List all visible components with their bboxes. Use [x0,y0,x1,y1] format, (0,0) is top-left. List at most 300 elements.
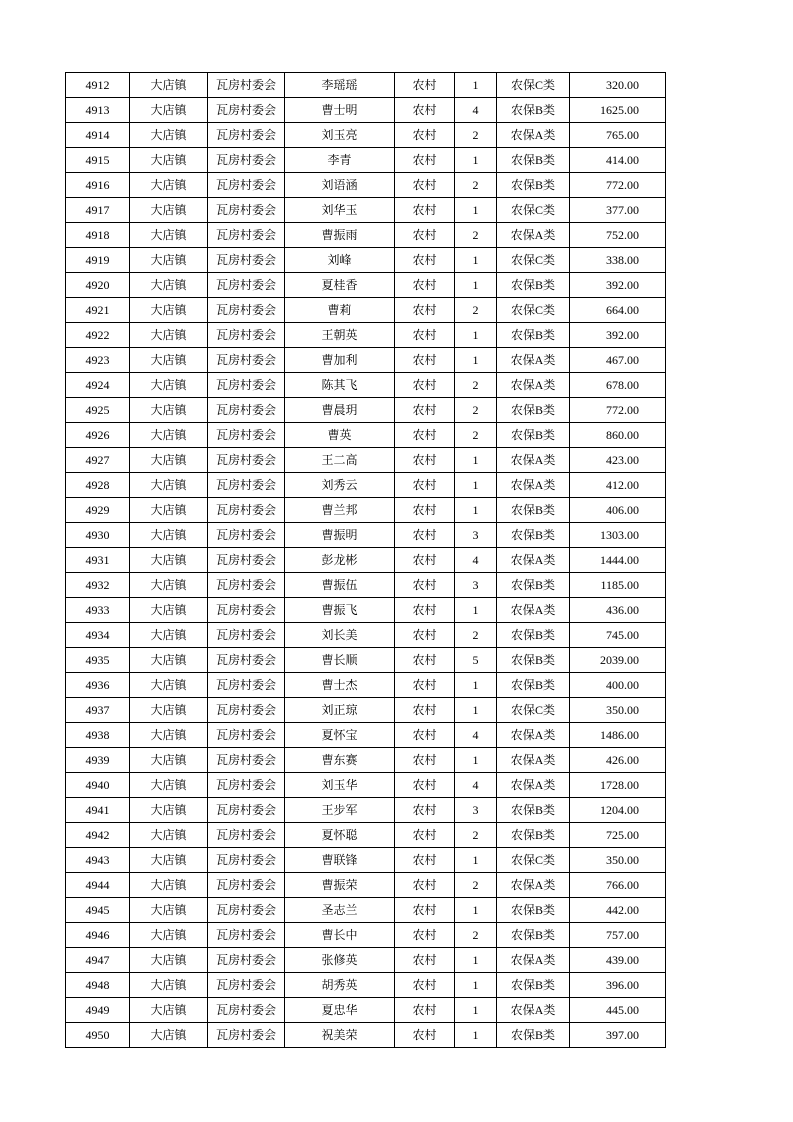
town-cell: 大店镇 [130,873,208,898]
amount-cell: 397.00 [570,1023,666,1048]
insurance-category-cell: 农保A类 [497,748,570,773]
insurance-category-cell: 农保B类 [497,398,570,423]
town-cell: 大店镇 [130,248,208,273]
insurance-category-cell: 农保C类 [497,698,570,723]
insurance-category-cell: 农保A类 [497,998,570,1023]
village-committee-cell: 瓦房村委会 [208,1023,285,1048]
amount-cell: 350.00 [570,848,666,873]
person-name-cell: 刘秀云 [285,473,395,498]
table-row [66,1023,666,1048]
serial-number-cell: 4930 [66,523,130,548]
amount-cell: 664.00 [570,298,666,323]
person-count-cell: 1 [455,323,497,348]
table-row [66,273,666,298]
person-count-cell: 1 [455,273,497,298]
person-name-cell: 彭龙彬 [285,548,395,573]
serial-number-cell: 4923 [66,348,130,373]
table-row [66,598,666,623]
town-cell: 大店镇 [130,73,208,98]
insurance-category-cell: 农保B类 [497,273,570,298]
town-cell: 大店镇 [130,848,208,873]
town-cell: 大店镇 [130,898,208,923]
person-name-cell: 王朝英 [285,323,395,348]
residence-type-cell: 农村 [395,173,455,198]
village-committee-cell: 瓦房村委会 [208,948,285,973]
amount-cell: 678.00 [570,373,666,398]
residence-type-cell: 农村 [395,673,455,698]
amount-cell: 766.00 [570,873,666,898]
insurance-category-cell: 农保B类 [497,673,570,698]
village-committee-cell: 瓦房村委会 [208,148,285,173]
serial-number-cell: 4915 [66,148,130,173]
serial-number-cell: 4926 [66,423,130,448]
amount-cell: 1625.00 [570,98,666,123]
residence-type-cell: 农村 [395,948,455,973]
table-row [66,223,666,248]
amount-cell: 725.00 [570,823,666,848]
person-count-cell: 4 [455,548,497,573]
residence-type-cell: 农村 [395,448,455,473]
residence-type-cell: 农村 [395,698,455,723]
person-count-cell: 1 [455,948,497,973]
person-count-cell: 1 [455,248,497,273]
insurance-category-cell: 农保A类 [497,773,570,798]
table-row [66,998,666,1023]
table-row [66,873,666,898]
insurance-category-cell: 农保C类 [497,198,570,223]
residence-type-cell: 农村 [395,848,455,873]
amount-cell: 1444.00 [570,548,666,573]
village-committee-cell: 瓦房村委会 [208,748,285,773]
person-count-cell: 2 [455,923,497,948]
table-row [66,173,666,198]
serial-number-cell: 4944 [66,873,130,898]
amount-cell: 1303.00 [570,523,666,548]
town-cell: 大店镇 [130,98,208,123]
person-name-cell: 刘玉华 [285,773,395,798]
residence-type-cell: 农村 [395,348,455,373]
person-name-cell: 曹士杰 [285,673,395,698]
table-row [66,623,666,648]
table-row [66,648,666,673]
table-row [66,323,666,348]
serial-number-cell: 4928 [66,473,130,498]
serial-number-cell: 4925 [66,398,130,423]
residence-type-cell: 农村 [395,973,455,998]
town-cell: 大店镇 [130,798,208,823]
person-count-cell: 4 [455,723,497,748]
table-row [66,198,666,223]
town-cell: 大店镇 [130,673,208,698]
village-committee-cell: 瓦房村委会 [208,398,285,423]
person-name-cell: 曹振雨 [285,223,395,248]
person-count-cell: 5 [455,648,497,673]
serial-number-cell: 4917 [66,198,130,223]
amount-cell: 757.00 [570,923,666,948]
village-committee-cell: 瓦房村委会 [208,623,285,648]
table-row [66,948,666,973]
insurance-category-cell: 农保B类 [497,423,570,448]
person-name-cell: 曹长顺 [285,648,395,673]
serial-number-cell: 4933 [66,598,130,623]
town-cell: 大店镇 [130,323,208,348]
town-cell: 大店镇 [130,573,208,598]
table-row [66,923,666,948]
amount-cell: 396.00 [570,973,666,998]
residence-type-cell: 农村 [395,123,455,148]
person-count-cell: 1 [455,473,497,498]
insurance-category-cell: 农保B类 [497,923,570,948]
person-count-cell: 1 [455,498,497,523]
insurance-category-cell: 农保C类 [497,848,570,873]
serial-number-cell: 4940 [66,773,130,798]
town-cell: 大店镇 [130,498,208,523]
person-count-cell: 4 [455,773,497,798]
amount-cell: 392.00 [570,323,666,348]
person-name-cell: 曹晨玥 [285,398,395,423]
person-name-cell: 刘峰 [285,248,395,273]
insurance-category-cell: 农保B类 [497,498,570,523]
serial-number-cell: 4946 [66,923,130,948]
person-name-cell: 刘正琼 [285,698,395,723]
village-committee-cell: 瓦房村委会 [208,898,285,923]
residence-type-cell: 农村 [395,548,455,573]
serial-number-cell: 4948 [66,973,130,998]
table-row [66,448,666,473]
person-name-cell: 曹士明 [285,98,395,123]
person-count-cell: 1 [455,348,497,373]
amount-cell: 423.00 [570,448,666,473]
town-cell: 大店镇 [130,773,208,798]
residence-type-cell: 农村 [395,323,455,348]
serial-number-cell: 4919 [66,248,130,273]
amount-cell: 745.00 [570,623,666,648]
town-cell: 大店镇 [130,723,208,748]
person-count-cell: 2 [455,823,497,848]
person-name-cell: 夏桂香 [285,273,395,298]
table-row [66,423,666,448]
village-committee-cell: 瓦房村委会 [208,98,285,123]
insurance-category-cell: 农保B类 [497,898,570,923]
serial-number-cell: 4931 [66,548,130,573]
amount-cell: 860.00 [570,423,666,448]
village-committee-cell: 瓦房村委会 [208,123,285,148]
person-name-cell: 曹莉 [285,298,395,323]
person-count-cell: 3 [455,798,497,823]
insurance-category-cell: 农保B类 [497,523,570,548]
serial-number-cell: 4922 [66,323,130,348]
person-count-cell: 1 [455,598,497,623]
person-name-cell: 刘语涵 [285,173,395,198]
table-row [66,98,666,123]
village-committee-cell: 瓦房村委会 [208,723,285,748]
insurance-category-cell: 农保C类 [497,73,570,98]
records-table-body [66,73,666,1048]
amount-cell: 436.00 [570,598,666,623]
table-row [66,348,666,373]
town-cell: 大店镇 [130,148,208,173]
village-committee-cell: 瓦房村委会 [208,248,285,273]
village-committee-cell: 瓦房村委会 [208,298,285,323]
person-count-cell: 2 [455,873,497,898]
person-name-cell: 曹振明 [285,523,395,548]
village-committee-cell: 瓦房村委会 [208,923,285,948]
town-cell: 大店镇 [130,373,208,398]
residence-type-cell: 农村 [395,898,455,923]
insurance-category-cell: 农保C类 [497,298,570,323]
person-name-cell: 祝美荣 [285,1023,395,1048]
town-cell: 大店镇 [130,648,208,673]
amount-cell: 1204.00 [570,798,666,823]
village-committee-cell: 瓦房村委会 [208,523,285,548]
table-row [66,723,666,748]
amount-cell: 1728.00 [570,773,666,798]
residence-type-cell: 农村 [395,298,455,323]
serial-number-cell: 4916 [66,173,130,198]
insurance-category-cell: 农保B类 [497,1023,570,1048]
amount-cell: 467.00 [570,348,666,373]
person-name-cell: 胡秀英 [285,973,395,998]
person-count-cell: 2 [455,223,497,248]
residence-type-cell: 农村 [395,873,455,898]
table-row [66,748,666,773]
town-cell: 大店镇 [130,223,208,248]
person-count-cell: 1 [455,748,497,773]
insurance-category-cell: 农保A类 [497,548,570,573]
person-name-cell: 曹振荣 [285,873,395,898]
person-name-cell: 曹长中 [285,923,395,948]
residence-type-cell: 农村 [395,773,455,798]
village-committee-cell: 瓦房村委会 [208,598,285,623]
serial-number-cell: 4942 [66,823,130,848]
table-row [66,698,666,723]
village-committee-cell: 瓦房村委会 [208,473,285,498]
insurance-category-cell: 农保B类 [497,798,570,823]
insurance-category-cell: 农保A类 [497,948,570,973]
person-count-cell: 2 [455,373,497,398]
insurance-category-cell: 农保A类 [497,473,570,498]
town-cell: 大店镇 [130,198,208,223]
table-row [66,123,666,148]
village-committee-cell: 瓦房村委会 [208,648,285,673]
amount-cell: 320.00 [570,73,666,98]
person-count-cell: 1 [455,848,497,873]
table-row [66,248,666,273]
person-name-cell: 曹东赛 [285,748,395,773]
table-row [66,798,666,823]
amount-cell: 752.00 [570,223,666,248]
residence-type-cell: 农村 [395,523,455,548]
person-count-cell: 1 [455,73,497,98]
person-count-cell: 1 [455,198,497,223]
town-cell: 大店镇 [130,548,208,573]
residence-type-cell: 农村 [395,498,455,523]
residence-type-cell: 农村 [395,223,455,248]
person-name-cell: 刘华玉 [285,198,395,223]
residence-type-cell: 农村 [395,398,455,423]
person-count-cell: 1 [455,973,497,998]
residence-type-cell: 农村 [395,248,455,273]
amount-cell: 772.00 [570,173,666,198]
person-count-cell: 2 [455,123,497,148]
insurance-category-cell: 农保A类 [497,373,570,398]
town-cell: 大店镇 [130,948,208,973]
town-cell: 大店镇 [130,973,208,998]
person-name-cell: 曹振飞 [285,598,395,623]
insurance-category-cell: 农保B类 [497,573,570,598]
insurance-category-cell: 农保A类 [497,123,570,148]
amount-cell: 426.00 [570,748,666,773]
town-cell: 大店镇 [130,823,208,848]
village-committee-cell: 瓦房村委会 [208,498,285,523]
residence-type-cell: 农村 [395,273,455,298]
table-row [66,473,666,498]
village-committee-cell: 瓦房村委会 [208,698,285,723]
amount-cell: 400.00 [570,673,666,698]
residence-type-cell: 农村 [395,198,455,223]
residence-type-cell: 农村 [395,823,455,848]
residence-type-cell: 农村 [395,573,455,598]
amount-cell: 442.00 [570,898,666,923]
serial-number-cell: 4918 [66,223,130,248]
residence-type-cell: 农村 [395,748,455,773]
amount-cell: 1486.00 [570,723,666,748]
person-name-cell: 曹振伍 [285,573,395,598]
serial-number-cell: 4950 [66,1023,130,1048]
serial-number-cell: 4912 [66,73,130,98]
person-count-cell: 3 [455,573,497,598]
amount-cell: 338.00 [570,248,666,273]
person-count-cell: 3 [455,523,497,548]
person-name-cell: 陈其飞 [285,373,395,398]
residence-type-cell: 农村 [395,373,455,398]
person-count-cell: 1 [455,698,497,723]
person-count-cell: 2 [455,173,497,198]
town-cell: 大店镇 [130,448,208,473]
person-count-cell: 1 [455,448,497,473]
person-name-cell: 李瑶瑶 [285,73,395,98]
town-cell: 大店镇 [130,398,208,423]
village-committee-cell: 瓦房村委会 [208,448,285,473]
serial-number-cell: 4913 [66,98,130,123]
person-name-cell: 曹英 [285,423,395,448]
serial-number-cell: 4914 [66,123,130,148]
town-cell: 大店镇 [130,1023,208,1048]
serial-number-cell: 4932 [66,573,130,598]
village-committee-cell: 瓦房村委会 [208,323,285,348]
insurance-category-cell: 农保B类 [497,648,570,673]
person-count-cell: 1 [455,673,497,698]
amount-cell: 392.00 [570,273,666,298]
person-count-cell: 1 [455,1023,497,1048]
town-cell: 大店镇 [130,698,208,723]
table-row [66,548,666,573]
serial-number-cell: 4943 [66,848,130,873]
table-row [66,398,666,423]
insurance-category-cell: 农保B类 [497,148,570,173]
insurance-category-cell: 农保A类 [497,348,570,373]
village-committee-cell: 瓦房村委会 [208,773,285,798]
serial-number-cell: 4938 [66,723,130,748]
amount-cell: 772.00 [570,398,666,423]
table-row [66,73,666,98]
village-committee-cell: 瓦房村委会 [208,198,285,223]
serial-number-cell: 4949 [66,998,130,1023]
town-cell: 大店镇 [130,348,208,373]
table-row [66,523,666,548]
serial-number-cell: 4924 [66,373,130,398]
serial-number-cell: 4947 [66,948,130,973]
person-count-cell: 2 [455,423,497,448]
table-row [66,973,666,998]
residence-type-cell: 农村 [395,1023,455,1048]
town-cell: 大店镇 [130,123,208,148]
village-committee-cell: 瓦房村委会 [208,673,285,698]
person-count-cell: 1 [455,148,497,173]
amount-cell: 414.00 [570,148,666,173]
insurance-category-cell: 农保A类 [497,723,570,748]
table-row [66,573,666,598]
village-committee-cell: 瓦房村委会 [208,823,285,848]
table-row [66,673,666,698]
person-name-cell: 夏忠华 [285,998,395,1023]
town-cell: 大店镇 [130,273,208,298]
table-row [66,823,666,848]
residence-type-cell: 农村 [395,623,455,648]
insurance-category-cell: 农保B类 [497,823,570,848]
town-cell: 大店镇 [130,598,208,623]
village-committee-cell: 瓦房村委会 [208,873,285,898]
insurance-category-cell: 农保A类 [497,223,570,248]
serial-number-cell: 4920 [66,273,130,298]
table-row [66,373,666,398]
serial-number-cell: 4936 [66,673,130,698]
amount-cell: 412.00 [570,473,666,498]
serial-number-cell: 4934 [66,623,130,648]
person-name-cell: 圣志兰 [285,898,395,923]
residence-type-cell: 农村 [395,98,455,123]
village-committee-cell: 瓦房村委会 [208,848,285,873]
residence-type-cell: 农村 [395,723,455,748]
person-name-cell: 李青 [285,148,395,173]
person-name-cell: 夏怀宝 [285,723,395,748]
residence-type-cell: 农村 [395,73,455,98]
person-name-cell: 刘玉亮 [285,123,395,148]
serial-number-cell: 4939 [66,748,130,773]
residence-type-cell: 农村 [395,648,455,673]
insurance-category-cell: 农保A类 [497,598,570,623]
town-cell: 大店镇 [130,473,208,498]
insurance-category-cell: 农保B类 [497,98,570,123]
village-committee-cell: 瓦房村委会 [208,348,285,373]
amount-cell: 1185.00 [570,573,666,598]
insurance-category-cell: 农保B类 [497,173,570,198]
village-committee-cell: 瓦房村委会 [208,423,285,448]
village-committee-cell: 瓦房村委会 [208,973,285,998]
person-name-cell: 夏怀聪 [285,823,395,848]
insurance-category-cell: 农保B类 [497,973,570,998]
person-count-cell: 2 [455,298,497,323]
town-cell: 大店镇 [130,423,208,448]
residence-type-cell: 农村 [395,998,455,1023]
person-name-cell: 王二高 [285,448,395,473]
insurance-category-cell: 农保A类 [497,873,570,898]
person-name-cell: 曹联锋 [285,848,395,873]
insurance-category-cell: 农保B类 [497,623,570,648]
residence-type-cell: 农村 [395,473,455,498]
person-name-cell: 刘长美 [285,623,395,648]
town-cell: 大店镇 [130,523,208,548]
